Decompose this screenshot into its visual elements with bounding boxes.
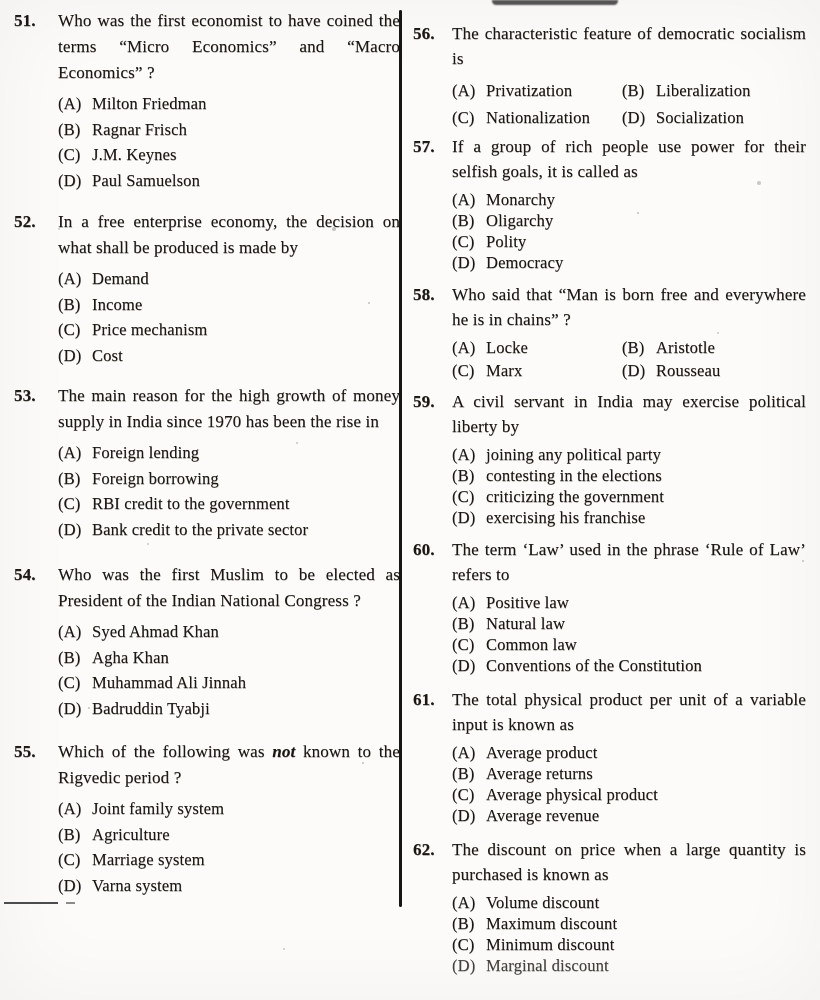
option-b: [452, 210, 806, 231]
option-text: Bank credit to the private sector: [92, 519, 309, 539]
option-label: (D): [621, 361, 646, 380]
option-b: [452, 913, 806, 934]
option-text: Aristotle: [655, 338, 715, 357]
options-list: [58, 440, 400, 542]
option-text: Privatization: [486, 81, 573, 100]
option-label: (C): [452, 785, 475, 804]
option-b: [622, 336, 806, 359]
option-text: Positive law: [486, 593, 569, 612]
option-label: (A): [58, 799, 82, 818]
question-61: [413, 688, 806, 826]
option-text: Badruddin Tyabji: [92, 698, 210, 718]
option-b: [58, 466, 400, 492]
question-number: 53.: [14, 386, 36, 405]
option-b: [58, 822, 400, 848]
option-label: (B): [58, 119, 81, 139]
question-number: 62.: [413, 840, 435, 859]
option-label: (D): [452, 253, 476, 272]
question-text: [58, 739, 400, 791]
option-a: [58, 266, 400, 292]
question-text: The main reason for the high growth of money supply in India since 1970 has been the rise in: [58, 386, 400, 431]
option-label: (A): [452, 593, 476, 612]
section-end-rule: [4, 902, 58, 904]
question-text: A civil servant in India may exercise political liberty by: [452, 392, 806, 436]
option-label: (B): [58, 824, 81, 844]
question-text-segment: known to the Rigvedic period ?: [58, 742, 401, 787]
option-label: (C): [452, 232, 475, 251]
option-text: Average returns: [486, 764, 593, 783]
option-text: Joint family system: [92, 799, 225, 818]
option-text: Democracy: [486, 253, 564, 272]
option-label: (D): [58, 698, 82, 718]
option-c: [452, 104, 622, 131]
option-text: Syed Ahmad Khan: [92, 622, 219, 641]
option-text: Average revenue: [486, 806, 600, 825]
option-text: RBI credit to the government: [92, 494, 290, 513]
option-c: [452, 934, 806, 955]
option-a: [452, 592, 806, 613]
option-label: (D): [58, 170, 82, 190]
options-list: [452, 336, 806, 382]
right-column: [413, 22, 806, 976]
option-c: [452, 486, 806, 507]
option-text: Foreign borrowing: [92, 468, 219, 488]
option-label: (C): [452, 935, 475, 954]
question-number: 54.: [14, 565, 36, 584]
option-text: Marginal discount: [486, 956, 609, 975]
option-d: [452, 655, 806, 676]
option-text: Monarchy: [486, 190, 556, 209]
option-c: [58, 847, 400, 873]
options-list: [452, 742, 806, 826]
option-a: [58, 619, 400, 645]
question-number: 58.: [413, 285, 435, 304]
option-label: (D): [452, 508, 476, 527]
option-d: [58, 696, 400, 722]
option-c: [452, 359, 622, 382]
option-label: (A): [58, 622, 82, 641]
option-label: (A): [58, 94, 82, 113]
options-list: [58, 266, 400, 368]
option-d: [452, 955, 806, 976]
options-list: [452, 77, 806, 131]
option-text: Liberalization: [655, 81, 751, 100]
option-d: [58, 873, 400, 899]
question-57: [413, 135, 806, 273]
option-b: [58, 645, 400, 671]
option-b: [452, 465, 806, 486]
option-label: (D): [452, 656, 476, 675]
option-text: Paul Samuelson: [92, 170, 200, 190]
option-c: [452, 634, 806, 655]
option-text: Average physical product: [486, 785, 658, 804]
option-b: [622, 77, 806, 104]
option-label: (B): [621, 81, 645, 100]
option-text: Marx: [486, 361, 523, 380]
option-text: J.M. Keynes: [92, 145, 177, 164]
question-number: 55.: [14, 742, 36, 761]
option-c: [58, 142, 400, 168]
option-a: [452, 892, 806, 913]
left-column: [14, 8, 400, 898]
options-list: [58, 91, 400, 193]
question-58: [413, 283, 806, 382]
option-b: [58, 292, 400, 318]
option-text: Price mechanism: [92, 320, 208, 339]
question-text-segment: Which of the following was: [58, 742, 273, 761]
option-label: (B): [58, 468, 81, 488]
question-54: [14, 562, 400, 721]
option-label: (B): [58, 647, 81, 667]
option-a: [58, 91, 400, 117]
option-label: (C): [58, 145, 81, 164]
option-label: (C): [58, 494, 81, 513]
option-text: Ragnar Frisch: [92, 119, 187, 139]
option-label: (A): [452, 743, 476, 762]
scan-noise-specks: [0, 0, 2, 2]
option-label: (D): [58, 345, 82, 365]
question-text-emphasis: not: [272, 742, 296, 761]
option-c: [58, 670, 400, 696]
option-label: (D): [58, 519, 82, 539]
option-text: Agriculture: [92, 824, 170, 844]
question-55: [14, 739, 400, 898]
question-text: The term ‘Law’ used in the phrase ‘Rule of Law’ refers to: [452, 540, 806, 584]
option-label: (A): [452, 445, 476, 464]
option-label: (A): [58, 443, 82, 462]
option-d: [58, 168, 400, 194]
option-label: (B): [452, 211, 475, 230]
option-a: [452, 189, 806, 210]
option-label: (C): [58, 673, 81, 692]
option-text: Varna system: [92, 875, 183, 895]
question-number: 57.: [413, 137, 435, 156]
question-text: Who was the first Muslim to be elected as President of the Indian National Congress ?: [58, 565, 400, 610]
option-c: [58, 491, 400, 517]
option-text: Oligarchy: [486, 211, 554, 230]
question-text: The total physical product per unit of a variable input is known as: [452, 690, 806, 734]
question-number: 61.: [413, 690, 435, 709]
option-label: (B): [58, 294, 81, 314]
option-text: Conventions of the Constitution: [486, 656, 702, 675]
options-list: [58, 619, 400, 721]
option-text: Maximum discount: [486, 914, 618, 933]
question-number: 60.: [413, 540, 435, 559]
question-60: [413, 538, 806, 676]
option-text: Rousseau: [655, 361, 721, 380]
options-list: [452, 189, 806, 273]
question-51: [14, 8, 400, 193]
question-59: [413, 390, 806, 528]
option-c: [452, 784, 806, 805]
option-label: (C): [452, 487, 475, 506]
option-text: Socialization: [655, 108, 744, 127]
option-d: [452, 252, 806, 273]
option-d: [58, 343, 400, 369]
option-c: [452, 231, 806, 252]
option-label: (A): [452, 190, 476, 209]
option-d: [452, 507, 806, 528]
option-label: (A): [58, 269, 82, 288]
option-text: Income: [92, 294, 143, 314]
option-text: Muhammad Ali Jinnah: [92, 673, 247, 692]
question-53: [14, 383, 400, 542]
option-text: Demand: [92, 269, 149, 288]
option-c: [58, 317, 400, 343]
option-text: joining any political party: [486, 445, 661, 464]
option-a: [452, 336, 622, 359]
options-list: [452, 444, 806, 528]
option-label: (C): [58, 320, 81, 339]
question-text: The characteristic feature of democratic socialism is: [452, 24, 806, 68]
option-text: Marriage system: [92, 850, 205, 869]
options-list: [452, 592, 806, 676]
options-list: [58, 796, 400, 898]
question-text: Who said that “Man is born free and everywhere he is in chains” ?: [452, 285, 806, 329]
question-number: 52.: [14, 212, 36, 231]
question-text: Who was the first economist to have coined the terms “Micro Economics” and “Macro Economics” ?: [58, 11, 400, 82]
question-text: The discount on price when a large quantity is purchased is known as: [452, 840, 806, 884]
option-d: [622, 104, 806, 131]
option-text: exercising his franchise: [486, 508, 646, 527]
question-52: [14, 209, 400, 368]
option-label: (B): [452, 614, 475, 633]
option-label: (A): [452, 338, 476, 357]
option-text: Volume discount: [486, 893, 600, 912]
option-a: [452, 742, 806, 763]
option-b: [58, 117, 400, 143]
option-text: Agha Khan: [92, 647, 169, 667]
option-label: (B): [452, 764, 475, 783]
cut-off-text-fragment: [492, 0, 618, 5]
option-text: Average product: [486, 743, 598, 762]
option-d: [622, 359, 806, 382]
option-label: (B): [621, 338, 645, 357]
question-number: 56.: [413, 24, 435, 43]
option-label: (A): [452, 81, 476, 100]
option-label: (D): [452, 956, 476, 975]
option-text: Cost: [92, 345, 123, 365]
option-text: Milton Friedman: [92, 94, 207, 113]
option-label: (D): [621, 108, 646, 127]
option-b: [452, 763, 806, 784]
option-a: [58, 796, 400, 822]
option-label: (C): [452, 361, 475, 380]
question-56: [413, 22, 806, 131]
option-label: (C): [452, 108, 475, 127]
options-list: [452, 892, 806, 976]
option-label: (D): [452, 806, 476, 825]
option-text: criticizing the government: [486, 487, 665, 506]
option-a: [452, 444, 806, 465]
option-text: Foreign lending: [92, 443, 200, 462]
option-b: [452, 613, 806, 634]
option-text: Common law: [486, 635, 577, 654]
question-number: 59.: [413, 392, 435, 411]
option-label: (D): [58, 875, 82, 895]
option-label: (C): [58, 850, 81, 869]
option-label: (C): [452, 635, 475, 654]
option-label: (B): [452, 466, 475, 485]
option-d: [58, 517, 400, 543]
option-a: [452, 77, 622, 104]
option-text: contesting in the elections: [486, 466, 662, 485]
question-text: If a group of rich people use power for their selfish goals, it is called as: [452, 137, 806, 181]
question-text: In a free enterprise economy, the decision on what shall be produced is made by: [58, 212, 400, 257]
option-a: [58, 440, 400, 466]
option-text: Minimum discount: [486, 935, 615, 954]
option-text: Nationalization: [486, 108, 590, 127]
option-text: Polity: [486, 232, 527, 251]
option-text: Locke: [486, 338, 528, 357]
option-text: Natural law: [486, 614, 566, 633]
option-label: (B): [452, 914, 475, 933]
question-number: 51.: [14, 11, 36, 30]
option-label: (A): [452, 893, 476, 912]
option-d: [452, 805, 806, 826]
question-62: [413, 838, 806, 976]
